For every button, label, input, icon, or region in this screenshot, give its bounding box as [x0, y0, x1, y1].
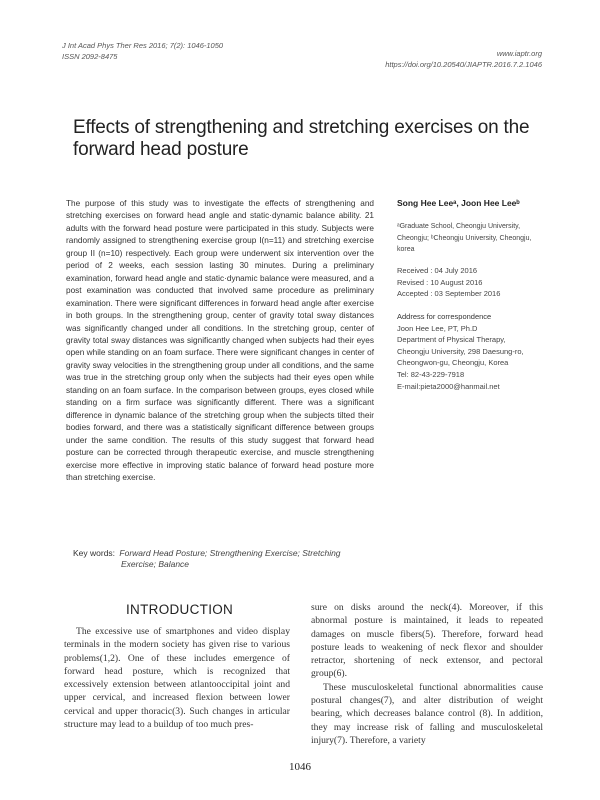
doi-link[interactable]: https://doi.org/10.20540/JIAPTR.2016.7.2.1046 — [385, 60, 542, 69]
received-date: Received : 04 July 2016 — [397, 266, 478, 275]
journal-links — [385, 48, 542, 70]
keywords-continued: Exercise; Balance — [121, 559, 190, 569]
affiliation-line: ᵃGraduate School, Cheongju University, — [397, 223, 521, 230]
correspondence-name: Joon Hee Lee, PT, Ph.D — [397, 323, 478, 333]
keywords — [73, 547, 363, 560]
paragraph: These musculoskeletal functional abnormalities cause postural changes(7), and alter distribution of weight bearing, which decreases balance control (8). In addition, they may increase risk of falling and musculoskeletal injury(7). Therefore, a variety — [311, 681, 543, 746]
introduction-left-column — [64, 625, 290, 731]
revised-date: Revised : 10 August 2016 — [397, 277, 483, 287]
page-number: 1046 — [289, 761, 311, 773]
keywords-text: Forward Head Posture; Strengthening Exercise; Stretching — [119, 548, 341, 558]
paragraph: sure on disks around the neck(4). Moreover, if this abnormal posture is maintained, it leads to repeated damages on muscle fibers(5). Therefore, forward head posture leads to weakening of neck flexor and shoulder retractor, shortening of neck extensor, and pectoral group(6). — [311, 602, 543, 680]
journal-header — [62, 40, 223, 62]
correspondence-city: Cheongwon-gu, Cheongju, Korea — [397, 358, 509, 368]
paragraph: The excessive use of smartphones and video display terminals in the modern society has given rise to various problems(1,2). One of these includes emergence of forward head posture, which is recognized that excessively extension between atlantooccipital joint and upper cervical, and increased flexion between lower cervical and upper thoracic(3). Such changes in articular structure may lead to a buildup of too much pres- — [64, 626, 290, 731]
issn: ISSN 2092-8475 — [62, 52, 118, 61]
paper-title: Effects of strengthening and stretching exercises on the forward head posture — [73, 117, 530, 160]
affiliation — [397, 221, 552, 256]
abstract: The purpose of this study was to investigate the effects of strengthening and stretching exercises on forward head angle and static·dynamic balance ability. 21 adults with the forward head posture were participated in this study. Subjects were randomly assigned to strengthening exercise group I(n=11) and stretching exercise group II (n=10) respectively. Each group were underwent six intervention over the period of 2 weeks, each session lasting 30 minutes. During a preliminary examination, forward head angle and static·dynamic balance were measured, and a post examination was conducted that involved same procedure as preliminary examination. There were significant differences in forward head angle after exercise in both groups. In the strengthening group, center of gravity total sway distances was significantly changed under all conditions. In the stretching group, center of gravity total sway distances was significantly changed when subjects had their eyes open while standing on an foam surface. There were significant changes in center of gravity sway velocities in the strengthening group under all conditions, and the same was true in the stretching group only when the subjects had their eyes open while standing on an foam surface. In the comparison between groups, eyes closed while standing on a firm surface was significantly different. There was a significant difference in dynamic balance of the stretching group when the subjects tilted their bodies forward, and there was a statistically significant difference between groups under the same condition. The results of this study suggest that forward head posture can be corrected through therapeutic exercise, and muscle strengthening exercise more effective in improving static balance of forward head posture more than stretching exercise. — [66, 199, 374, 482]
website-link[interactable]: www.iaptr.org — [496, 49, 542, 58]
authors: Song Hee Leeᵃ, Joon Hee Leeᵇ — [397, 198, 520, 208]
affiliation-line: Cheongju; ᵇCheongju University, Cheongju, — [397, 234, 532, 242]
introduction-right-column — [311, 601, 543, 747]
correspondence-dept: Department of Physical Therapy, — [397, 335, 506, 345]
journal-citation: J Int Acad Phys Ther Res 2016; 7(2): 1046-1050 — [62, 41, 224, 50]
correspondence-email[interactable]: E-mail:pieta2000@hanmail.net — [397, 381, 500, 391]
introduction-heading: INTRODUCTION — [126, 602, 234, 617]
article-dates — [397, 265, 557, 300]
accepted-date: Accepted : 03 September 2016 — [397, 289, 501, 299]
correspondence-tel: Tel: 82-43-229-7918 — [397, 369, 465, 379]
correspondence-univ: Cheongju University, 298 Daesung-ro, — [397, 346, 524, 356]
correspondence-label: Address for correspondence — [397, 312, 492, 321]
correspondence — [397, 311, 562, 392]
affiliation-line: korea — [397, 246, 415, 253]
keywords-label: Key words: — [73, 548, 116, 558]
